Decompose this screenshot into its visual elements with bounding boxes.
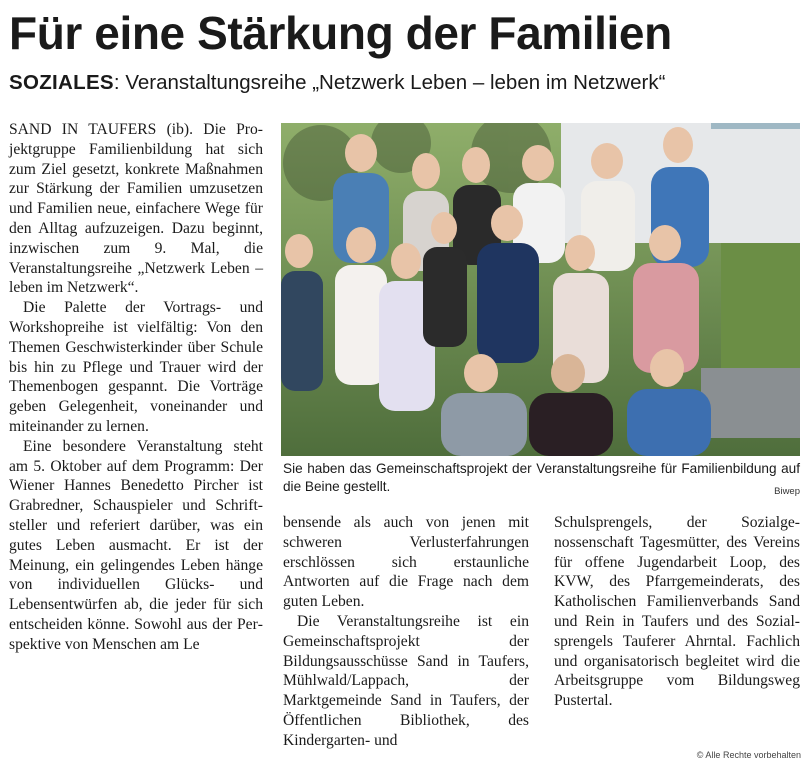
photo-caption: Sie haben das Gemeinschaftsprojekt der Veranstaltungsreihe für Familienbildung auf die Beine gestellt.: [283, 461, 800, 494]
article-column-2: [283, 513, 529, 751]
photo-credit: Biwep: [774, 486, 800, 497]
subline-kicker: SOZIALES: [9, 71, 114, 94]
paragraph-3: Eine besondere Veranstaltung steht am 5. Oktober auf dem Programm: Der Wiener Hannes Benedetto Pircher ist Grabredner, Schauspieler und Schriftsteller und referiert darüber, was ein gutes Leben ausmacht. Er ist der Meinung, ein gelingendes Leben hänge von individuellen Glücks- und Lebensentwürfen ab, die jeder für sich entscheiden könne. Sowohl aus der Perspektive von Menschen am Le: [9, 437, 263, 653]
subline: [9, 70, 799, 96]
paragraph-6: Schulsprengels, der Sozialgenossenschaft Tagesmütter, des Vereins für offene Jugendarbeit Loop, des KVW, des Pfarrgemeinderats, des Katholischen Familienverbands Sand und Rein in Taufers und des Sozialsprengels Tauferer Ahrntal. Fachlich und organisatorisch begleitet wird die Arbeitsgruppe vom Bildungsweg Pustertal.: [554, 514, 800, 710]
paragraph-5: Die Veranstaltungsreihe ist ein Gemeinschaftsprojekt der Bildungsausschüsse Sand in Taufers, Mühlwald/Lappach, der Marktgemeinde Sand in Taufers, der Öffentlichen Bibliothek, des Kindergarten- und: [283, 612, 529, 749]
paragraph-1: SAND IN TAUFERS (ib). Die Projektgruppe Familienbildung hat sich zum Ziel gesetzt, konkrete Maßnahmen zur Stärkung der Familien umzusetzen und Familien neue, einfachere Wege für den Alltag aufzuzeigen. Dazu beginnt, inzwischen zum 9. Mal, die Veranstaltungsreihe „Netzwerk Leben – leben im Netzwerk“.: [9, 121, 263, 297]
group-photo: [281, 123, 800, 456]
paragraph-2: Die Palette der Vortrags- und Workshopreihe ist vielfältig: Von den Themen Geschwisterkinder über Schule bis hin zu Pflege und Trauer wird der Themenbogen gespannt. Die Vorträge geben Gelegenheit, voneinander und miteinander zu lernen.: [9, 299, 263, 435]
article-column-3: [554, 513, 800, 711]
article-column-1: [9, 120, 263, 655]
subline-text: : Veranstaltungsreihe „Netzwerk Leben – leben im Netzwerk“: [113, 71, 666, 94]
headline: Für eine Stärkung der Familien: [9, 7, 672, 59]
paragraph-4: bensende als auch von jenen mit schweren Verlusterfahrungen erschlössen sich erstaunliche Antworten auf die Frage nach dem guten Leben.: [283, 514, 529, 611]
copyright-note: © Alle Rechte vorbehalten: [696, 750, 801, 760]
